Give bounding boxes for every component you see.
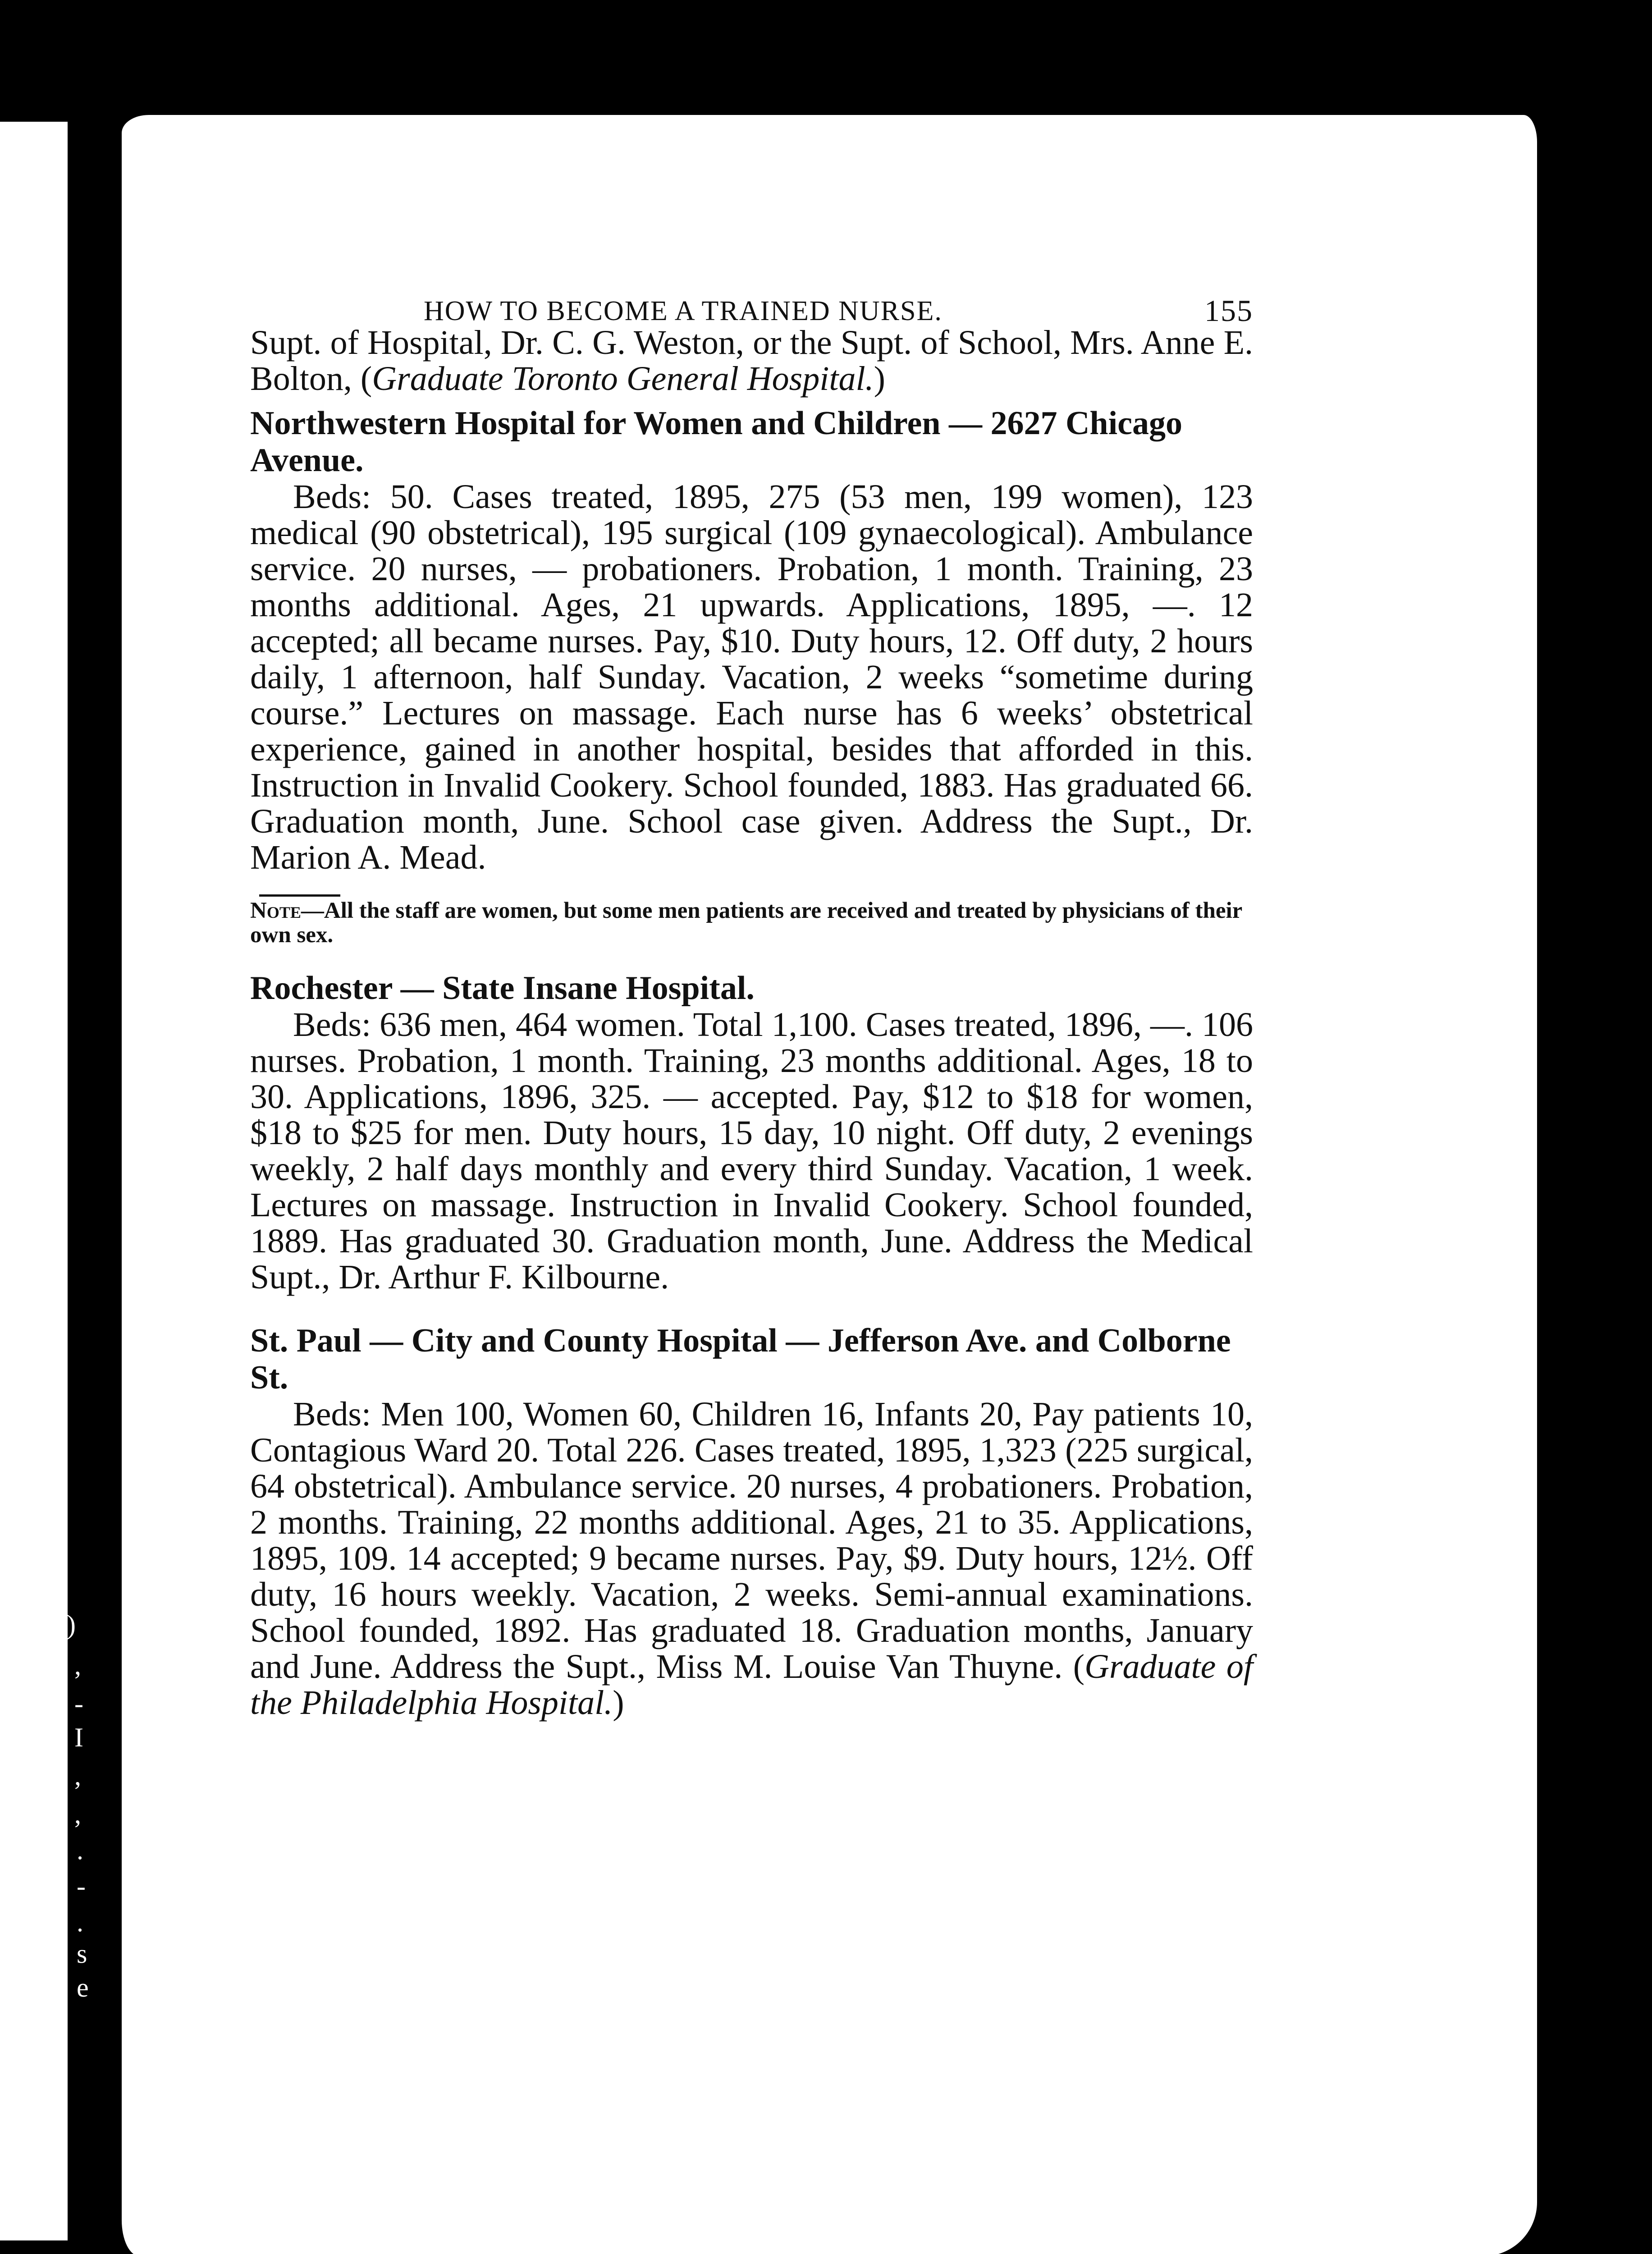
entry-body-st-paul-italic: Graduate of the Philadelphia Hospital. — [250, 1648, 1253, 1722]
footnote-text: —All the staff are women, but some men patients are received and treated by physicians of their own sex. — [250, 898, 1242, 948]
margin-fragment: , — [74, 1761, 81, 1791]
facing-page-edge — [0, 122, 68, 2240]
margin-fragment: . — [77, 1907, 83, 1937]
entry-heading-northwestern: Northwestern Hospital for Women and Children — 2627 Chicago Avenue. — [250, 405, 1182, 479]
margin-fragment: . — [77, 1835, 83, 1865]
page-number: 155 — [1204, 293, 1253, 328]
footnote-head: Note — [250, 898, 301, 923]
intro-italic: Graduate Toronto General Hospital. — [372, 360, 874, 398]
running-head — [250, 279, 1253, 328]
margin-fragment: s — [77, 1939, 87, 1969]
note-rule — [259, 894, 340, 897]
running-head-title: HOW TO BECOME A TRAINED NURSE. — [424, 296, 943, 326]
entry-heading-st-paul: St. Paul — City and County Hospital — Jefferson Ave. and Colborne St. — [250, 1322, 1231, 1396]
entry-body-northwestern: Beds: 50. Cases treated, 1895, 275 (53 men, 199 women), 123 medical (90 obstetrical), 195 surgical (109 gynaecological). Ambulance service. 20 nurses, — probationers. Probation, 1 month. Training, 23 months additional. Ages, 21 upwards. Applications, 1895, —. 12 accepted; all became nurses. Pay, $10. Duty hours, 12. Off duty, 2 hours daily, 1 afternoon, half Sunday. Vacation, 2 weeks “sometime during course.” Lectures on massage. Each nurse has 6 weeks’ obstetrical experience, gained in another hospital, besides that afforded in this. Instruction in Invalid Cookery. School founded, 1883. Has graduated 66. Graduation month, June. School case given. Address the Supt., Dr. Marion A. Mead. — [250, 478, 1253, 876]
entry-body-st-paul — [250, 1396, 1253, 1721]
entry-body-rochester: Beds: 636 men, 464 women. Total 1,100. Cases treated, 1896, —. 106 nurses. Probation, 1 month. Training, 23 months additional. Ages, 18 to 30. Applications, 1896, 325. — accepted. Pay, $12 to $18 for women, $18 to $25 for men. Duty hours, 15 day, 10 night. Off duty, 2 evenings weekly, 2 half days monthly and every third Sunday. Vacation, 1 week. Lectures on massage. Instruction in Invalid Cookery. School founded, 1889. Has graduated 30. Graduation month, June. Address the Medical Supt., Dr. Arthur F. Kilbourne. — [250, 1006, 1253, 1296]
entry-body-st-paul-text: Beds: Men 100, Women 60, Children 16, Infants 20, Pay patients 10, Contagious Ward 20. Total 226. Cases treated, 1895, 1,323 (225 surgical, 64 obstetrical). Ambulance service. 20 nurses, 4 probationers. Probation, 2 months. Training, 22 months additional. Ages, 21 to 35. Applications, 1895, 109. 14 accepted; 9 became nurses. Pay, $9. Duty hours, 12½. Off duty, 16 hours weekly. Vacation, 2 weeks. Semi-annual examinations. School founded, 1892. Has graduated 18. Graduation months, January and June. Address the Supt., Miss M. Louise Van Thuyne. ( — [250, 1395, 1253, 1686]
margin-fragment: I — [74, 1723, 83, 1752]
margin-fragment: - — [77, 1871, 86, 1901]
intro-close: ) — [874, 360, 885, 398]
entry-heading-rochester: Rochester — State Insane Hospital. — [250, 970, 755, 1007]
margin-fragment: e — [77, 1973, 89, 2002]
margin-fragment: , — [74, 1799, 81, 1829]
margin-fragment: ) — [67, 1610, 76, 1640]
page-content — [250, 279, 1253, 1721]
footnote — [250, 898, 1253, 947]
margin-fragment: , — [74, 1650, 81, 1680]
margin-fragment: - — [74, 1689, 83, 1718]
entry-body-st-paul-close: ) — [613, 1684, 624, 1722]
intro-paragraph — [250, 325, 1253, 397]
intro-text: Supt. of Hospital, Dr. C. G. Weston, or the Supt. of School, Mrs. Anne E. Bolton, ( — [250, 324, 1253, 398]
